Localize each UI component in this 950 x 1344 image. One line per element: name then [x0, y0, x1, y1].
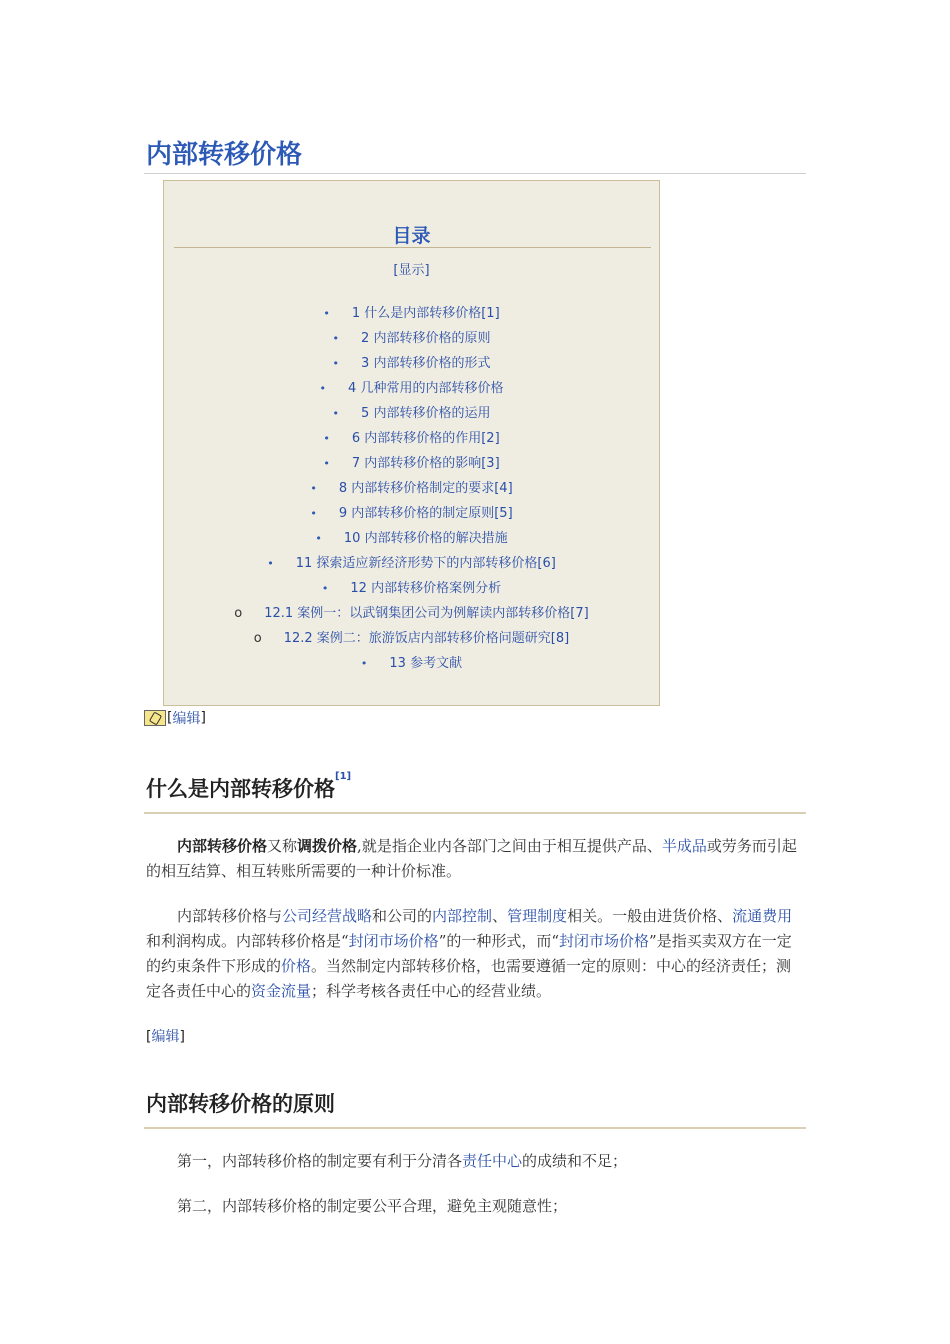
- circle-bullet-icon: o: [253, 631, 262, 646]
- toc-divider: [174, 247, 651, 248]
- text: 和公司的: [372, 907, 433, 925]
- toc-item-link[interactable]: 3 内部转移价格的形式: [361, 356, 491, 371]
- bullet-icon: •: [332, 357, 340, 370]
- bullet-icon: •: [319, 382, 327, 395]
- bullet-icon: •: [310, 482, 317, 495]
- paragraph-related: [146, 904, 806, 1004]
- bullet-icon: •: [323, 457, 330, 470]
- text: ；科学考核各责任中心的经营业绩。: [311, 982, 552, 1000]
- text: 相关。一般由进货价格、: [567, 907, 733, 925]
- toc-item[interactable]: [164, 476, 659, 501]
- text: 、: [492, 907, 508, 925]
- bullet-icon: •: [321, 582, 329, 595]
- toc-item[interactable]: [164, 301, 659, 326]
- edit-link[interactable]: 编辑: [151, 1029, 180, 1045]
- link-closed-market-price[interactable]: 封闭市场价格: [559, 932, 650, 950]
- bullet-icon: •: [267, 557, 274, 570]
- toc-item-link[interactable]: 4 几种常用的内部转移价格: [348, 381, 504, 396]
- toc-item[interactable]: [164, 501, 659, 526]
- bullet-icon: •: [332, 332, 340, 345]
- link-capital-flow[interactable]: 资金流量: [251, 982, 312, 1000]
- paragraph-principle-1: [146, 1149, 806, 1174]
- link-internal-control[interactable]: 内部控制: [432, 907, 493, 925]
- toc-item[interactable]: [164, 376, 659, 401]
- toc-item[interactable]: [164, 326, 659, 351]
- text: 和利润构成。内部转移价格是“: [146, 932, 349, 950]
- toc-item[interactable]: [164, 426, 659, 451]
- toc-item[interactable]: [164, 401, 659, 426]
- edit-section-row: [146, 1026, 185, 1046]
- link-price[interactable]: 价格: [281, 957, 312, 975]
- section-divider: [144, 1127, 806, 1129]
- toc-item[interactable]: [164, 601, 659, 626]
- toc-item-link[interactable]: 12.2 案例二：旅游饭店内部转移价格问题研究[8]: [283, 631, 570, 646]
- link-responsibility-center[interactable]: 责任中心: [462, 1152, 523, 1170]
- edit-pencil-icon[interactable]: [144, 710, 166, 726]
- reference-link[interactable]: [1]: [335, 771, 352, 782]
- title-divider: [144, 173, 806, 174]
- text: 第一，内部转移价格的制定要有利于分清各: [177, 1152, 463, 1170]
- toc-item-link[interactable]: 11 探索适应新经济形势下的内部转移价格[6]: [295, 556, 556, 571]
- toc-item-link[interactable]: 5 内部转移价格的运用: [361, 406, 491, 421]
- toc-item-link[interactable]: 1 什么是内部转移价格[1]: [351, 306, 500, 321]
- toc-item-link[interactable]: 13 参考文献: [389, 656, 463, 671]
- bold-term: 内部转移价格: [177, 837, 268, 855]
- link-semi-finished[interactable]: 半成品: [661, 837, 707, 855]
- toc-item-link[interactable]: 12.1 案例一：以武钢集团公司为例解读内部转移价格[7]: [264, 606, 589, 621]
- toc-item-link[interactable]: 2 内部转移价格的原则: [361, 331, 491, 346]
- bullet-icon: •: [323, 307, 330, 320]
- text: 又称: [267, 837, 298, 855]
- toc-item[interactable]: [164, 526, 659, 551]
- edit-open-bracket: [: [167, 710, 173, 726]
- page-title: 内部转移价格: [146, 140, 303, 170]
- paragraph-principle-2: [146, 1194, 806, 1219]
- link-strategy[interactable]: 公司经营战略: [282, 907, 373, 925]
- toc-item-link[interactable]: 7 内部转移价格的影响[3]: [351, 456, 500, 471]
- bullet-icon: •: [310, 507, 317, 520]
- toc-item[interactable]: [164, 351, 659, 376]
- section-heading-principles: 内部转移价格的原则: [146, 1092, 335, 1116]
- toc-toggle-link[interactable]: [显示]: [393, 263, 430, 278]
- bullet-icon: •: [332, 407, 340, 420]
- toc-item[interactable]: [164, 626, 659, 651]
- text: 内部转移价格与: [177, 907, 283, 925]
- toc-item[interactable]: [164, 651, 659, 676]
- text: ,就是指企业内各部门之间由于相互提供产品、: [357, 837, 662, 855]
- toc-list: [164, 301, 659, 676]
- paragraph-definition: [146, 834, 806, 884]
- link-management-system[interactable]: 管理制度: [507, 907, 568, 925]
- edit-close-bracket: ]: [200, 710, 206, 726]
- toc-item[interactable]: [164, 451, 659, 476]
- table-of-contents: [163, 180, 660, 706]
- text: 。当然制定内部转移价格，也需要遵循一定的原则：中心的经济责任；测定各责任中心的: [146, 957, 792, 1000]
- edit-close-bracket: ]: [179, 1029, 185, 1045]
- link-closed-market-price[interactable]: 封闭市场价格: [348, 932, 439, 950]
- toc-item-link[interactable]: 6 内部转移价格的作用[2]: [351, 431, 500, 446]
- toc-heading: 目录: [392, 225, 431, 247]
- link-circulation-cost[interactable]: 流通费用: [732, 907, 793, 925]
- toc-item[interactable]: [164, 576, 659, 601]
- edit-section-row: [144, 708, 206, 728]
- edit-link[interactable]: 编辑: [172, 711, 201, 727]
- section-heading-what-is: [146, 773, 351, 803]
- toc-item-link[interactable]: 8 内部转移价格制定的要求[4]: [338, 481, 513, 496]
- text: ”是指买卖双方在一定的约束条件下形成的: [146, 932, 792, 975]
- text: ”的一种形式，而“: [438, 932, 560, 950]
- toc-item-link[interactable]: 10 内部转移价格的解决措施: [343, 531, 508, 546]
- bullet-icon: •: [315, 532, 322, 545]
- section-heading-text: 什么是内部转移价格: [146, 777, 335, 801]
- bold-term: 调拨价格: [297, 837, 358, 855]
- text: 第二，内部转移价格的制定要公平合理，避免主观随意性；: [177, 1197, 568, 1215]
- circle-bullet-icon: o: [234, 606, 243, 621]
- text: 或劳务而引起的相互结算、相互转账所需要的一种计价标准。: [146, 837, 797, 880]
- text: 的成绩和不足；: [522, 1152, 628, 1170]
- bullet-icon: •: [360, 657, 368, 670]
- toc-item-link[interactable]: 12 内部转移价格案例分析: [350, 581, 502, 596]
- section-divider: [144, 812, 806, 814]
- bullet-icon: •: [323, 432, 330, 445]
- toc-item[interactable]: [164, 551, 659, 576]
- edit-open-bracket: [: [146, 1029, 152, 1045]
- toc-item-link[interactable]: 9 内部转移价格的制定原则[5]: [338, 506, 513, 521]
